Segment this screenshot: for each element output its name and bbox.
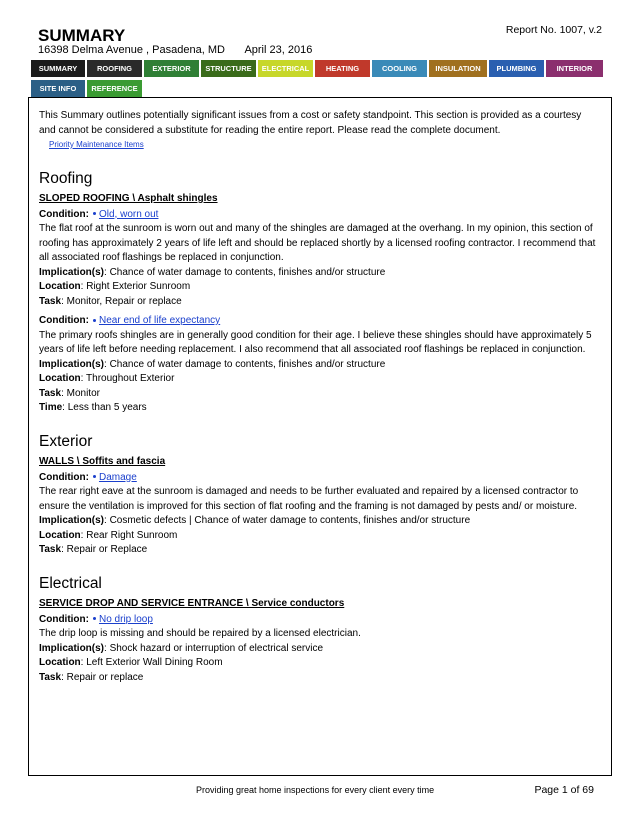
tab-reference[interactable]: REFERENCE <box>87 80 142 97</box>
tab-heating[interactable]: HEATING <box>315 60 370 77</box>
tab-row-1 <box>31 60 611 77</box>
location-value: : Throughout Exterior <box>80 373 175 384</box>
task-value: : Repair or Replace <box>61 544 148 555</box>
address-line <box>38 44 312 56</box>
task-value: : Repair or replace <box>61 671 144 683</box>
implication-row <box>39 266 599 281</box>
implication-label: Implication(s) <box>39 642 105 654</box>
task-value: : Monitor, Repair or replace <box>61 295 182 307</box>
time-label: Time <box>39 402 63 413</box>
subheading-sloped-roofing: SLOPED ROOFING \ Asphalt shingles <box>39 193 218 204</box>
report-header <box>38 22 602 62</box>
condition-link-old-worn-out[interactable]: Old, worn out <box>98 208 159 220</box>
condition-row <box>39 613 599 628</box>
condition-row <box>39 208 599 223</box>
task-row <box>39 671 599 686</box>
bullet-icon <box>93 319 96 322</box>
summary-content <box>28 97 612 776</box>
page-title: SUMMARY <box>38 26 126 45</box>
task-row <box>39 543 599 558</box>
tab-interior[interactable]: INTERIOR <box>546 60 603 77</box>
subheading-walls-soffits: WALLS \ Soffits and fascia <box>39 456 166 467</box>
implication-label: Implication(s) <box>39 515 105 526</box>
tab-electrical[interactable]: ELECTRICAL <box>258 60 313 77</box>
page-number: Page 1 of 69 <box>534 784 594 796</box>
task-label: Task <box>39 387 62 399</box>
tab-row-2 <box>31 80 611 97</box>
tab-roofing[interactable]: ROOFING <box>87 60 142 77</box>
location-row <box>39 372 599 387</box>
location-label: Location <box>39 373 81 384</box>
bullet-icon <box>93 212 96 215</box>
location-row <box>39 529 599 544</box>
implication-row <box>39 642 599 657</box>
bullet-icon <box>93 475 96 478</box>
section-title-exterior: Exterior <box>39 432 93 450</box>
section-title-roofing: Roofing <box>39 169 93 187</box>
intro-text: This Summary outlines potentially significant issues from a cost or safety standpoint. This section is provided as a courtesy and cannot be considered a substitute for reading the entire report. Please read the complete document. <box>39 110 582 136</box>
task-label: Task <box>39 671 62 683</box>
tab-cooling[interactable]: COOLING <box>372 60 427 77</box>
task-row <box>39 387 599 402</box>
location-label: Location <box>39 281 81 292</box>
tab-structure[interactable]: STRUCTURE <box>201 60 256 77</box>
condition-row <box>39 471 599 486</box>
implication-value: : Cosmetic defects | Chance of water damage to contents, finishes and/or structure <box>104 515 471 526</box>
time-row <box>39 401 599 416</box>
tab-plumbing[interactable]: PLUMBING <box>489 60 544 77</box>
task-label: Task <box>39 544 62 555</box>
time-value: : Less than 5 years <box>62 402 147 413</box>
implication-value: : Chance of water damage to contents, finishes and/or structure <box>104 266 386 278</box>
condition-label: Condition: <box>39 208 89 220</box>
tab-insulation[interactable]: INSULATION <box>429 60 487 77</box>
section-tabs <box>31 60 611 100</box>
bullet-icon <box>93 617 96 620</box>
condition-description: The drip loop is missing and should be repaired by a licensed electrician. <box>39 628 361 639</box>
condition-label: Condition: <box>39 613 89 625</box>
condition-link-near-end-of-life[interactable]: Near end of life expectancy <box>98 315 221 326</box>
condition-description: The rear right eave at the sunroom is damaged and needs to be further evaluated and repaired by a licensed contractor to ensure the ventilation is improved for this section of flat roofing and the framing is not damaged by pests and/ or moisture. <box>39 486 579 512</box>
implication-label: Implication(s) <box>39 266 105 278</box>
task-row <box>39 295 599 310</box>
implication-row <box>39 358 599 373</box>
location-value: : Rear Right Sunroom <box>80 529 178 541</box>
task-value: : Monitor <box>61 387 100 399</box>
tab-exterior[interactable]: EXTERIOR <box>144 60 199 77</box>
condition-description: The primary roofs shingles are in generally good condition for their age. I believe these shingles should have approximately 5 years of life left before needing replacement. I also recommend that all associated roof flashings be replaced in conjunction. <box>39 329 592 355</box>
tab-site-info[interactable]: SITE INFO <box>31 80 85 97</box>
footer-tagline: Providing great home inspections for every client every time <box>196 785 435 795</box>
subheading-service-drop: SERVICE DROP AND SERVICE ENTRANCE \ Service conductors <box>39 598 345 609</box>
implication-row <box>39 514 599 529</box>
condition-description: The flat roof at the sunroom is worn out and many of the shingles are damaged at the overhang. In my opinion, this section of roofing has approximately 2 years of life left and should be replaced shortly by a licensed roofing contractor. I recommend that all associated roof flashings be replaced in conjunction. <box>39 223 596 263</box>
task-label: Task <box>39 295 62 307</box>
page-footer <box>28 778 612 802</box>
property-address: 16398 Delma Avenue , Pasadena, MD <box>38 44 225 56</box>
implication-label: Implication(s) <box>39 358 105 370</box>
location-label: Location <box>39 529 81 541</box>
condition-link-no-drip-loop[interactable]: No drip loop <box>98 613 153 625</box>
report-date: April 23, 2016 <box>244 44 313 56</box>
condition-row <box>39 314 599 329</box>
condition-link-damage[interactable]: Damage <box>98 471 137 483</box>
priority-maintenance-link[interactable]: Priority Maintenance Items <box>49 140 144 149</box>
location-row <box>39 656 599 671</box>
location-row <box>39 280 599 295</box>
report-number: Report No. 1007, v.2 <box>505 24 602 36</box>
condition-label: Condition: <box>39 471 89 483</box>
location-value: : Left Exterior Wall Dining Room <box>80 657 223 668</box>
implication-value: : Chance of water damage to contents, finishes and/or structure <box>104 358 386 370</box>
tab-summary[interactable]: SUMMARY <box>31 60 85 77</box>
location-label: Location <box>39 657 81 668</box>
condition-label: Condition: <box>39 315 89 326</box>
section-title-electrical: Electrical <box>39 574 102 592</box>
location-value: : Right Exterior Sunroom <box>80 281 191 292</box>
implication-value: : Shock hazard or interruption of electrical service <box>104 642 324 654</box>
